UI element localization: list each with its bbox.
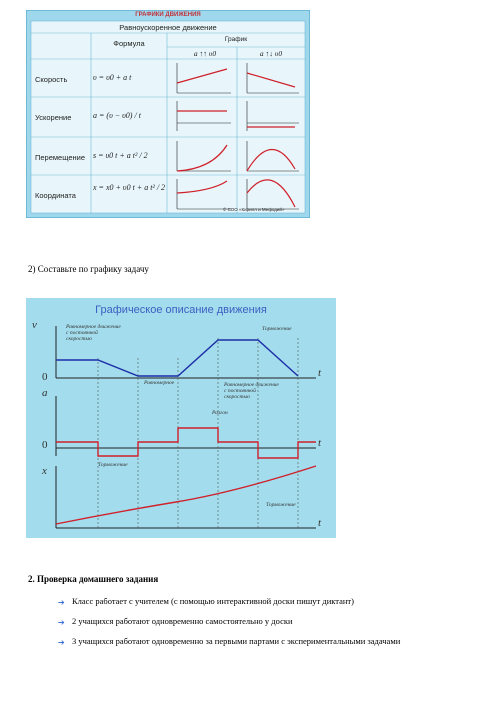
note-uniform: Равномерное — [144, 380, 175, 386]
row-label-displacement: Перемещение — [35, 153, 85, 162]
axis-t-label-3: t — [318, 517, 322, 529]
formula-velocity: υ = υ0 + a t — [93, 73, 132, 82]
figure-title: Графическое описание движения — [95, 304, 267, 316]
motion-graphs-table — [26, 10, 310, 218]
graph-head-codirected: a ↑↑ υ0 — [193, 49, 217, 58]
note-run: Разгон — [212, 410, 228, 416]
bullet-text: 2 учащихся работают одновременно самостоятельно у доски — [72, 616, 293, 626]
axis-a-label: a — [42, 387, 48, 399]
table-subtitle: Равноускоренное движение — [119, 23, 217, 32]
row-label-acceleration: Ускорение — [35, 113, 72, 122]
note-brake-a: Торможение — [98, 462, 128, 468]
note-brake-x: Торможение — [266, 502, 296, 508]
bullet-item — [58, 596, 442, 607]
formula-acceleration: a = (υ − υ0) / t — [93, 111, 141, 120]
row-label-coordinate: Координата — [35, 191, 76, 200]
bullet-item — [58, 616, 442, 627]
bullet-arrow-icon: ➔ — [58, 618, 65, 627]
note-accel: Равномерное движение с постоянной скоростью — [66, 324, 121, 342]
axis-t-label-1: t — [318, 367, 322, 379]
bullet-arrow-icon: ➔ — [58, 598, 65, 607]
bullet-item — [58, 636, 442, 647]
axis-x-label: x — [42, 465, 47, 477]
motion-description-figure — [26, 298, 336, 538]
zero-label-1: 0 — [42, 371, 48, 383]
bullet-text: 3 учащихся работают одновременно за первыми партами с экспериментальными задачами — [72, 636, 401, 646]
task-text: 2) Составьте по графику задачу — [28, 264, 149, 274]
formula-coordinate: x = x0 + υ0 t + a t² / 2 — [93, 183, 166, 192]
axis-t-label-2: t — [318, 437, 322, 449]
axis-v-label: v — [32, 319, 37, 331]
zero-label-2: 0 — [42, 439, 48, 451]
formula-displacement: s = υ0 t + a t² / 2 — [93, 151, 148, 160]
note-decel: Торможение — [262, 326, 292, 332]
graph-head-opposite: a ↑↓ υ0 — [259, 49, 283, 58]
bullet-arrow-icon: ➔ — [58, 638, 65, 647]
note-stop: Равномерное движение с постоянной скоростью — [224, 382, 279, 400]
table-title: ГРАФИКИ ДВИЖЕНИЯ — [135, 12, 201, 18]
row-label-velocity: Скорость — [35, 75, 68, 84]
formula-header: Формула — [113, 39, 145, 48]
section-heading: 2. Проверка домашнего задания — [28, 574, 159, 584]
bullet-text: Класс работает с учителем (с помощью интерактивной доски пишут диктант) — [72, 596, 354, 606]
copyright: © СОО «Кирилл и Мефодий» — [223, 207, 285, 212]
graph-header: График — [224, 36, 248, 43]
